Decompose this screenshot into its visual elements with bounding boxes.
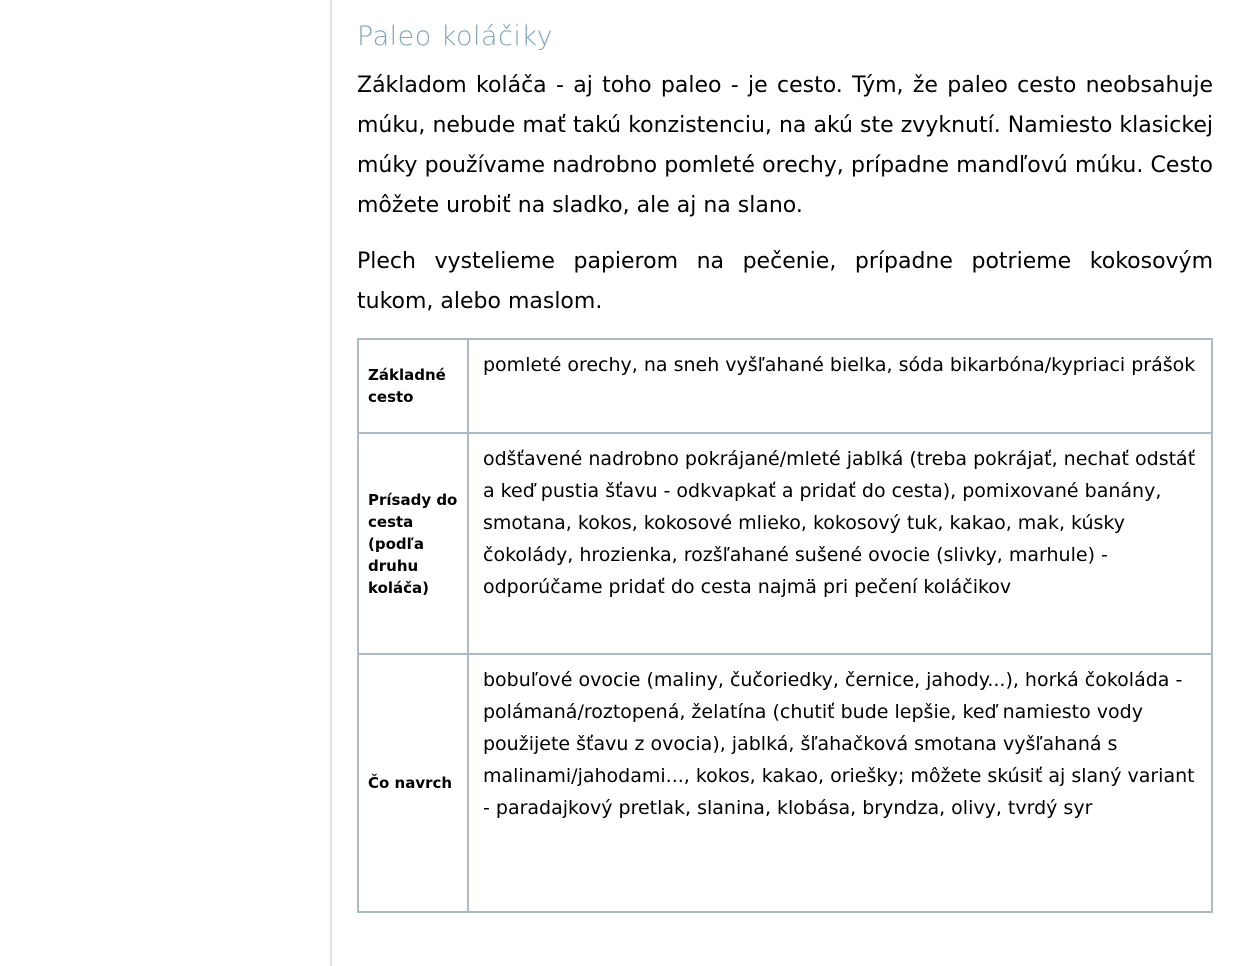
paragraph-dough-intro: Základom koláča - aj toho paleo - je cesto. Tým, že paleo cesto neobsahuje múku, nebude mať takú konzistenciu, na akú ste zvyknutí. Namiesto klasickej múky používame nadrobno pomleté orechy, prípadne mandľovú múku. Cesto môžete urobiť na sladko, ale aj na slano. bbox=[357, 73, 1213, 218]
paragraph-baking-prep: Plech vystelieme papierom na pečenie, prípadne potrieme kokosovým tukom, alebo maslom. bbox=[357, 249, 1213, 314]
row-content-dough-additions: odšťavené nadrobno pokrájané/mleté jablká (treba pokrájať, nechať odstáť a keď pustia šťavu - odkvapkať a pridať do cesta), pomixované banány, smotana, kokos, kokosové mlieko, kokosový tuk, kakao, mak, kúsky čokolády, hrozienka, rozšľahané sušené ovocie (slivky, marhule) - odporúčame pridať do cesta najmä pri pečení koláčikov bbox=[468, 433, 1212, 654]
row-label-topping: Čo navrch bbox=[358, 654, 468, 912]
page-column-divider bbox=[330, 0, 332, 966]
row-content-topping: bobuľové ovocie (maliny, čučoriedky, černice, jahody...), horká čokoláda - polámaná/roztopená, želatína (chutiť bude lepšie, keď namiesto vody použijete šťavu z ovocia), jablká, šľahačková smotana vyšľahaná s malinami/jahodami..., kokos, kakao, oriešky; môžete skúsiť aj slaný variant - paradajkový pretlak, slanina, klobása, bryndza, olivy, tvrdý syr bbox=[468, 654, 1212, 912]
table-row-dough-additions bbox=[358, 433, 1212, 654]
recipe-components-table bbox=[357, 338, 1213, 913]
row-label-dough-additions: Prísady do cesta (podľa druhu koláča) bbox=[358, 433, 468, 654]
recipe-table-body bbox=[358, 339, 1212, 912]
page-content bbox=[357, 20, 1213, 913]
row-content-basic-dough: pomleté orechy, na sneh vyšľahané bielka, sóda bikarbóna/kypriaci prášok bbox=[468, 339, 1212, 433]
table-row-topping bbox=[358, 654, 1212, 912]
section-title: Paleo koláčiky bbox=[357, 21, 554, 52]
row-label-basic-dough: Základné cesto bbox=[358, 339, 468, 433]
table-row-basic-dough bbox=[358, 339, 1212, 433]
